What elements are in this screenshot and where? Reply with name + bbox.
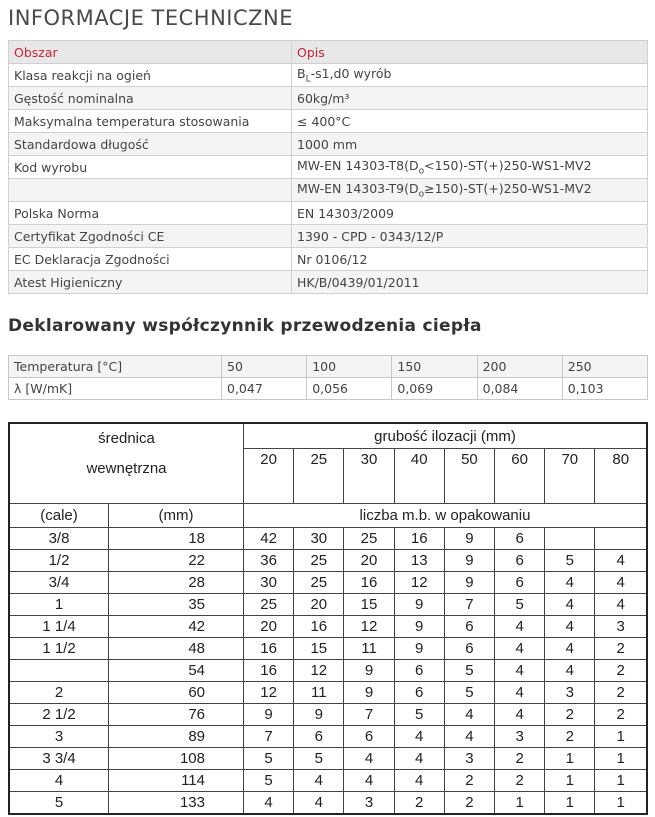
page-title: INFORMACJE TECHNICZNE bbox=[8, 6, 293, 30]
length-per-pack: 9 bbox=[444, 572, 494, 594]
diameter-inch: 2 bbox=[9, 682, 109, 704]
tech-label bbox=[9, 179, 292, 202]
temperature-value: 100 bbox=[307, 356, 392, 378]
length-per-pack: 9 bbox=[244, 704, 294, 726]
length-per-pack: 1 bbox=[595, 792, 647, 815]
length-per-pack: 16 bbox=[294, 616, 344, 638]
diameter-inch: 3/4 bbox=[9, 572, 109, 594]
diameter-mm: 89 bbox=[109, 726, 244, 748]
diameter-mm: 114 bbox=[109, 770, 244, 792]
length-per-pack: 15 bbox=[294, 638, 344, 660]
tech-label: Certyfikat Zgodności CE bbox=[9, 225, 292, 248]
pipe-row bbox=[9, 704, 647, 726]
length-per-pack: 1 bbox=[595, 726, 647, 748]
lambda-value: 0,047 bbox=[222, 378, 307, 400]
tech-label: Standardowa długość bbox=[9, 133, 292, 156]
length-per-pack: 6 bbox=[495, 528, 545, 550]
tech-value bbox=[292, 179, 648, 202]
diameter-inch bbox=[9, 660, 109, 682]
length-per-pack: 4 bbox=[595, 572, 647, 594]
length-per-pack: 4 bbox=[595, 594, 647, 616]
diameter-inch: 1/2 bbox=[9, 550, 109, 572]
diameter-mm: 76 bbox=[109, 704, 244, 726]
tech-value: HK/B/0439/01/2011 bbox=[292, 271, 648, 294]
length-per-pack: 9 bbox=[294, 704, 344, 726]
length-per-pack: 4 bbox=[394, 726, 444, 748]
diameter-header bbox=[9, 423, 244, 504]
length-per-pack: 4 bbox=[495, 682, 545, 704]
tech-value: Nr 0106/12 bbox=[292, 248, 648, 271]
length-per-pack: 6 bbox=[294, 726, 344, 748]
pipe-header-row bbox=[9, 423, 647, 449]
diameter-mm: 54 bbox=[109, 660, 244, 682]
length-per-pack: 30 bbox=[244, 572, 294, 594]
thickness-value: 80 bbox=[595, 449, 647, 504]
tech-value bbox=[292, 156, 648, 179]
length-per-pack: 1 bbox=[595, 770, 647, 792]
length-per-pack: 2 bbox=[545, 726, 595, 748]
length-per-pack: 4 bbox=[495, 660, 545, 682]
length-per-pack: 5 bbox=[495, 594, 545, 616]
length-per-pack: 30 bbox=[294, 528, 344, 550]
length-per-pack: 25 bbox=[294, 572, 344, 594]
diameter-mm: 18 bbox=[109, 528, 244, 550]
length-per-pack: 2 bbox=[545, 704, 595, 726]
thickness-value: 25 bbox=[294, 449, 344, 504]
value-rest: ≥150)-ST(+)250-WS1-MV2 bbox=[424, 180, 592, 196]
length-per-pack: 16 bbox=[244, 660, 294, 682]
diameter-inch: 3/8 bbox=[9, 528, 109, 550]
length-per-pack: 3 bbox=[595, 616, 647, 638]
length-per-pack: 5 bbox=[244, 770, 294, 792]
units-label: liczba m.b. w opakowaniu bbox=[244, 504, 648, 528]
pipe-row bbox=[9, 528, 647, 550]
value-main: MW-EN 14303-T9(D bbox=[297, 180, 419, 196]
length-per-pack: 20 bbox=[344, 550, 394, 572]
diameter-inch: 1 bbox=[9, 594, 109, 616]
length-per-pack: 3 bbox=[545, 682, 595, 704]
tech-label: EC Deklaracja Zgodności bbox=[9, 248, 292, 271]
header-opis: Opis bbox=[292, 41, 648, 64]
diameter-inch: 2 1/2 bbox=[9, 704, 109, 726]
length-per-pack: 4 bbox=[495, 616, 545, 638]
diameter-inch: 3 3/4 bbox=[9, 748, 109, 770]
length-per-pack: 20 bbox=[294, 594, 344, 616]
length-per-pack: 6 bbox=[495, 572, 545, 594]
length-per-pack: 2 bbox=[444, 792, 494, 815]
tech-row bbox=[9, 248, 648, 271]
length-per-pack: 4 bbox=[394, 770, 444, 792]
pipe-row bbox=[9, 770, 647, 792]
length-per-pack: 3 bbox=[495, 726, 545, 748]
length-per-pack: 2 bbox=[495, 748, 545, 770]
diameter-mm: 22 bbox=[109, 550, 244, 572]
length-per-pack: 4 bbox=[545, 638, 595, 660]
temperature-label: Temperatura [°C] bbox=[9, 356, 222, 378]
length-per-pack: 12 bbox=[394, 572, 444, 594]
length-per-pack: 2 bbox=[495, 770, 545, 792]
length-per-pack: 4 bbox=[344, 748, 394, 770]
temperature-value: 50 bbox=[222, 356, 307, 378]
diameter-mm: 48 bbox=[109, 638, 244, 660]
length-per-pack: 25 bbox=[294, 550, 344, 572]
length-per-pack: 4 bbox=[294, 792, 344, 815]
length-per-pack: 4 bbox=[344, 770, 394, 792]
length-per-pack: 6 bbox=[444, 616, 494, 638]
tech-header-row bbox=[9, 41, 648, 64]
tech-row bbox=[9, 225, 648, 248]
length-per-pack: 2 bbox=[595, 682, 647, 704]
length-per-pack: 20 bbox=[244, 616, 294, 638]
length-per-pack: 4 bbox=[545, 660, 595, 682]
length-per-pack: 1 bbox=[545, 748, 595, 770]
length-per-pack: 12 bbox=[294, 660, 344, 682]
thickness-value: 70 bbox=[545, 449, 595, 504]
diameter-mm: 35 bbox=[109, 594, 244, 616]
tech-row bbox=[9, 179, 648, 202]
length-per-pack: 5 bbox=[394, 704, 444, 726]
length-per-pack: 15 bbox=[344, 594, 394, 616]
thickness-value: 30 bbox=[344, 449, 394, 504]
diameter-mm: 108 bbox=[109, 748, 244, 770]
tech-value: 1390 - CPD - 0343/12/P bbox=[292, 225, 648, 248]
lambda-value: 0,069 bbox=[392, 378, 477, 400]
pipe-row bbox=[9, 726, 647, 748]
length-per-pack: 16 bbox=[244, 638, 294, 660]
diameter-mm: 42 bbox=[109, 616, 244, 638]
length-per-pack: 1 bbox=[595, 748, 647, 770]
diameter-inch: 1 1/4 bbox=[9, 616, 109, 638]
thickness-value: 60 bbox=[495, 449, 545, 504]
diameter-inch: 3 bbox=[9, 726, 109, 748]
length-per-pack: 4 bbox=[444, 726, 494, 748]
length-per-pack: 9 bbox=[444, 528, 494, 550]
diameter-inch: 1 1/2 bbox=[9, 638, 109, 660]
length-per-pack: 4 bbox=[495, 638, 545, 660]
length-per-pack: 3 bbox=[344, 792, 394, 815]
length-per-pack: 6 bbox=[444, 638, 494, 660]
thermal-conductivity-table bbox=[8, 355, 648, 400]
temperature-value: 250 bbox=[562, 356, 647, 378]
length-per-pack: 7 bbox=[444, 594, 494, 616]
length-per-pack: 1 bbox=[545, 770, 595, 792]
units-row bbox=[9, 504, 647, 528]
length-per-pack: 5 bbox=[444, 682, 494, 704]
value-main: B bbox=[297, 65, 306, 81]
length-per-pack: 9 bbox=[394, 616, 444, 638]
length-per-pack: 4 bbox=[545, 594, 595, 616]
length-per-pack: 1 bbox=[545, 792, 595, 815]
length-per-pack: 9 bbox=[444, 550, 494, 572]
thickness-value: 20 bbox=[244, 449, 294, 504]
tech-value bbox=[292, 64, 648, 87]
diameter-mm: 133 bbox=[109, 792, 244, 815]
length-per-pack: 12 bbox=[344, 616, 394, 638]
length-per-pack: 6 bbox=[495, 550, 545, 572]
temperature-value: 200 bbox=[477, 356, 562, 378]
diameter-header-line2: wewnętrzna bbox=[86, 460, 167, 477]
thickness-header: grubość ilozacji (mm) bbox=[244, 423, 648, 449]
lambda-label: λ [W/mK] bbox=[9, 378, 222, 400]
tech-value: ≤ 400°C bbox=[292, 110, 648, 133]
pipe-row bbox=[9, 572, 647, 594]
diameter-mm: 60 bbox=[109, 682, 244, 704]
technical-info-table bbox=[8, 40, 648, 294]
length-per-pack: 4 bbox=[244, 792, 294, 815]
temperature-row bbox=[9, 356, 648, 378]
tech-label: Polska Norma bbox=[9, 202, 292, 225]
length-per-pack: 3 bbox=[444, 748, 494, 770]
value-rest: -s1,d0 wyrób bbox=[310, 65, 392, 81]
length-per-pack: 4 bbox=[495, 704, 545, 726]
length-per-pack: 4 bbox=[545, 616, 595, 638]
length-per-pack: 4 bbox=[545, 572, 595, 594]
tech-row bbox=[9, 133, 648, 156]
tech-label: Kod wyrobu bbox=[9, 156, 292, 179]
length-per-pack bbox=[545, 528, 595, 550]
length-per-pack: 11 bbox=[294, 682, 344, 704]
header-obszar: Obszar bbox=[9, 41, 292, 64]
length-per-pack bbox=[595, 528, 647, 550]
length-per-pack: 5 bbox=[294, 748, 344, 770]
length-per-pack: 4 bbox=[595, 550, 647, 572]
length-per-pack: 9 bbox=[344, 660, 394, 682]
length-per-pack: 2 bbox=[595, 660, 647, 682]
length-per-pack: 2 bbox=[394, 792, 444, 815]
length-per-pack: 16 bbox=[394, 528, 444, 550]
pipe-row bbox=[9, 682, 647, 704]
diameter-header-line1: średnica bbox=[98, 430, 155, 447]
lambda-section-title: Deklarowany współczynnik przewodzenia ciepła bbox=[8, 316, 482, 336]
length-per-pack: 7 bbox=[244, 726, 294, 748]
length-per-pack: 4 bbox=[394, 748, 444, 770]
tech-label: Atest Higieniczny bbox=[9, 271, 292, 294]
length-per-pack: 7 bbox=[344, 704, 394, 726]
length-per-pack: 5 bbox=[545, 550, 595, 572]
length-per-pack: 11 bbox=[344, 638, 394, 660]
pipe-row bbox=[9, 660, 647, 682]
unit-cale: (cale) bbox=[9, 504, 109, 528]
thickness-value: 40 bbox=[394, 449, 444, 504]
value-subscript: o bbox=[418, 189, 425, 200]
length-per-pack: 9 bbox=[394, 594, 444, 616]
diameter-inch: 4 bbox=[9, 770, 109, 792]
diameter-inch: 5 bbox=[9, 792, 109, 815]
length-per-pack: 5 bbox=[244, 748, 294, 770]
length-per-pack: 12 bbox=[244, 682, 294, 704]
length-per-pack: 2 bbox=[444, 770, 494, 792]
pipe-row bbox=[9, 616, 647, 638]
length-per-pack: 2 bbox=[595, 704, 647, 726]
pipe-packaging-table bbox=[8, 422, 648, 815]
length-per-pack: 4 bbox=[294, 770, 344, 792]
length-per-pack: 36 bbox=[244, 550, 294, 572]
value-subscript: L bbox=[305, 74, 311, 85]
length-per-pack: 25 bbox=[244, 594, 294, 616]
length-per-pack: 2 bbox=[595, 638, 647, 660]
pipe-row bbox=[9, 594, 647, 616]
tech-row bbox=[9, 271, 648, 294]
tech-label: Klasa reakcji na ogień bbox=[9, 64, 292, 87]
length-per-pack: 6 bbox=[394, 660, 444, 682]
length-per-pack: 9 bbox=[344, 682, 394, 704]
lambda-value: 0,103 bbox=[562, 378, 647, 400]
tech-value: EN 14303/2009 bbox=[292, 202, 648, 225]
length-per-pack: 42 bbox=[244, 528, 294, 550]
thickness-value: 50 bbox=[444, 449, 494, 504]
diameter-mm: 28 bbox=[109, 572, 244, 594]
length-per-pack: 9 bbox=[394, 638, 444, 660]
temperature-value: 150 bbox=[392, 356, 477, 378]
length-per-pack: 25 bbox=[344, 528, 394, 550]
tech-row bbox=[9, 87, 648, 110]
length-per-pack: 5 bbox=[444, 660, 494, 682]
lambda-value: 0,056 bbox=[307, 378, 392, 400]
length-per-pack: 16 bbox=[344, 572, 394, 594]
tech-label: Gęstość nominalna bbox=[9, 87, 292, 110]
lambda-value: 0,084 bbox=[477, 378, 562, 400]
tech-row bbox=[9, 110, 648, 133]
tech-row bbox=[9, 156, 648, 179]
tech-label: Maksymalna temperatura stosowania bbox=[9, 110, 292, 133]
value-subscript: o bbox=[418, 166, 425, 177]
tech-value: 60kg/m³ bbox=[292, 87, 648, 110]
value-rest: <150)-ST(+)250-WS1-MV2 bbox=[424, 157, 592, 173]
length-per-pack: 1 bbox=[495, 792, 545, 815]
unit-mm: (mm) bbox=[109, 504, 244, 528]
tech-row bbox=[9, 64, 648, 87]
pipe-row bbox=[9, 550, 647, 572]
length-per-pack: 6 bbox=[394, 682, 444, 704]
value-main: MW-EN 14303-T8(D bbox=[297, 157, 419, 173]
length-per-pack: 6 bbox=[344, 726, 394, 748]
tech-value: 1000 mm bbox=[292, 133, 648, 156]
length-per-pack: 4 bbox=[444, 704, 494, 726]
pipe-row bbox=[9, 748, 647, 770]
tech-row bbox=[9, 202, 648, 225]
lambda-row bbox=[9, 378, 648, 400]
pipe-row bbox=[9, 638, 647, 660]
pipe-row bbox=[9, 792, 647, 815]
length-per-pack: 13 bbox=[394, 550, 444, 572]
